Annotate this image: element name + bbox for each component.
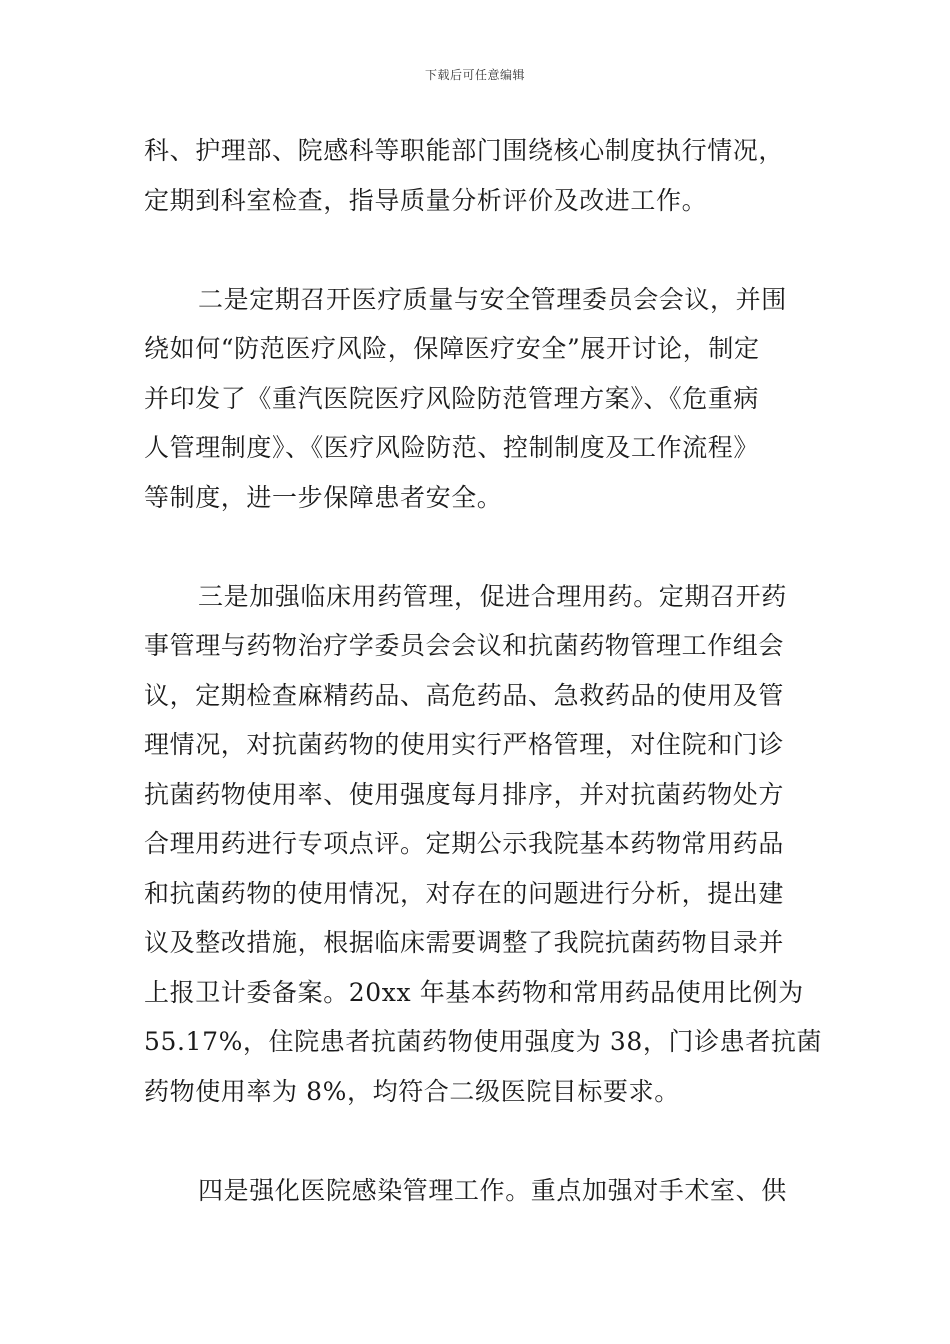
text-line: 二是定期召开医疗质量与安全管理委员会会议，并围 <box>198 284 787 314</box>
text-line: 科、护理部、院感科等职能部门围绕核心制度执行情况， <box>144 136 785 165</box>
text-line: 和抗菌药物的使用情况，对存在的问题进行分析，提出建 <box>144 878 785 908</box>
paragraph-1 <box>144 126 808 225</box>
text-line: 药物使用率为 8%，均符合二级医院目标要求。 <box>144 1076 680 1106</box>
text-line: 合理用药进行专项点评。定期公示我院基本药物常用药品 <box>144 829 785 858</box>
document-body <box>144 126 823 1215</box>
text-line: 议及整改措施，根据临床需要调整了我院抗菌药物目录并 <box>144 928 785 957</box>
text-line: 事管理与药物治疗学委员会会议和抗菌药物管理工作组会 <box>144 631 785 660</box>
text-line: 等制度，进一步保障患者安全。 <box>144 482 503 512</box>
text-line: 上报卫计委备案。20xx 年基本药物和常用药品使用比例为 <box>144 977 804 1007</box>
paragraph-3 <box>144 572 823 1117</box>
page-header-note: 下载后可任意编辑 <box>424 68 525 82</box>
text-line: 并印发了《重汽医院医疗风险防范管理方案》、《危重病 <box>144 383 760 413</box>
text-line: 抗菌药物使用率、使用强度每月排序，并对抗菌药物处方 <box>144 779 785 809</box>
text-line: 三是加强临床用药管理，促进合理用药。定期召开药 <box>198 581 787 611</box>
text-line: 55.17%，住院患者抗菌药物使用强度为 38，门诊患者抗菌 <box>144 1027 823 1056</box>
paragraph-4 <box>144 1166 808 1216</box>
text-line: 人管理制度》、《医疗风险防范、控制制度及工作流程》 <box>144 433 760 462</box>
text-line: 绕如何“防范医疗风险，保障医疗安全”展开讨论，制定 <box>144 334 760 363</box>
paragraph-2 <box>144 275 808 523</box>
text-line: 理情况，对抗菌药物的使用实行严格管理，对住院和门诊 <box>144 730 785 759</box>
text-line: 定期到科室检查，指导质量分析评价及改进工作。 <box>144 185 708 215</box>
text-line: 议，定期检查麻精药品、高危药品、急救药品的使用及管 <box>144 680 785 710</box>
text-line: 四是强化医院感染管理工作。重点加强对手术室、供 <box>198 1175 787 1205</box>
